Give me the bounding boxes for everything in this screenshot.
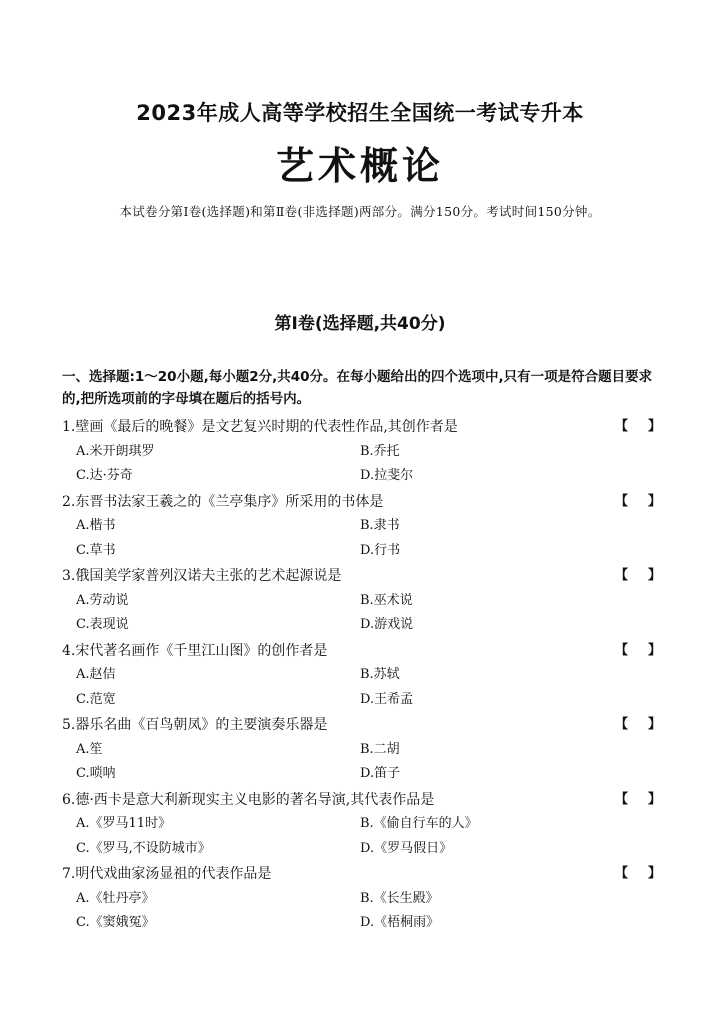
option-b: B.《长生殿》 [360,890,439,906]
exam-title: 2023年成人高等学校招生全国统一考试专升本 [136,101,584,125]
bracket-right: 】 [647,791,661,807]
option-c: C.草书 [76,542,116,558]
option-d: D.《梧桐雨》 [360,915,440,930]
option-b: B.巫术说 [360,592,413,608]
bracket-left: 【 [615,568,629,583]
option-b: B.二胡 [360,741,400,757]
option-b: B.苏轼 [360,667,400,682]
bracket-left: 【 [615,866,629,881]
question-item [62,564,672,639]
bracket-right: 】 [647,568,661,583]
option-a: A.劳动说 [76,592,129,608]
exam-note: 本试卷分第Ⅰ卷(选择题)和第Ⅱ卷(非选择题)两部分。满分150分。考试时间150分钟。 [119,204,601,219]
bracket-left: 【 [615,791,629,807]
question-list [62,415,672,937]
question-item [62,415,672,490]
bracket-right: 】 [647,419,661,434]
option-d: D.王希孟 [360,691,414,707]
question-stem: 2.东晋书法家王羲之的《兰亭集序》所采用的书体是 [62,493,384,510]
bracket-left: 【 [615,419,629,434]
question-stem: 1.壁画《最后的晚餐》是文艺复兴时期的代表性作品,其创作者是 [62,419,458,435]
option-c: C.达·芬奇 [76,468,133,483]
bracket-left: 【 [615,493,629,509]
answer-bracket[interactable] [615,713,661,737]
option-a: A.《罗马11时》 [76,816,172,831]
bracket-right: 】 [647,642,661,658]
option-a: A.《牡丹亭》 [76,890,155,906]
bracket-right: 】 [647,493,661,509]
option-b: B.乔托 [360,443,400,459]
option-d: D.笛子 [360,766,401,781]
bracket-left: 【 [615,717,629,732]
option-b: B.《偷自行车的人》 [360,816,478,831]
option-c: C.《窦娥冤》 [76,915,155,930]
option-d: D.拉斐尔 [360,468,414,483]
option-c: C.唢呐 [76,766,116,781]
answer-bracket[interactable] [615,788,661,812]
part-title: 第Ⅰ卷(选择题,共40分) [274,314,446,334]
option-a: A.笙 [76,741,103,757]
question-item [62,490,672,565]
answer-bracket[interactable] [615,415,661,439]
question-stem: 4.宋代著名画作《千里江山图》的创作者是 [62,642,328,659]
option-d: D.行书 [360,542,401,558]
option-d: D.《罗马假日》 [360,840,453,856]
option-a: A.米开朗琪罗 [76,443,155,459]
answer-bracket[interactable] [615,490,661,514]
answer-bracket[interactable] [615,564,661,588]
question-stem: 6.德·西卡是意大利新现实主义电影的著名导演,其代表作品是 [62,791,435,808]
question-stem: 3.俄国美学家普列汉诺夫主张的艺术起源说是 [62,568,342,584]
option-a: A.楷书 [76,518,116,533]
option-a: A.赵佶 [76,667,116,682]
answer-bracket[interactable] [615,862,661,886]
question-stem: 5.器乐名曲《百鸟朝凤》的主要演奏乐器是 [62,717,328,733]
subject-title: 艺术概论 [275,144,444,188]
bracket-right: 】 [647,717,661,732]
option-c: C.《罗马,不设防城市》 [76,840,211,856]
option-d: D.游戏说 [360,617,414,632]
option-c: C.范宽 [76,691,116,707]
section-instructions: 一、选择题:1～20小题,每小题2分,共40分。在每小题给出的四个选项中,只有一项是符合题目要求的,把所选项前的字母填在题后的括号内。 [62,369,653,407]
answer-bracket[interactable] [615,639,661,663]
question-stem: 7.明代戏曲家汤显祖的代表作品是 [62,866,272,882]
bracket-right: 】 [647,866,661,881]
option-b: B.隶书 [360,518,400,533]
question-item [62,862,672,937]
question-item [62,788,672,863]
bracket-left: 【 [615,642,629,658]
question-item [62,713,672,788]
question-item [62,639,672,714]
option-c: C.表现说 [76,617,129,632]
